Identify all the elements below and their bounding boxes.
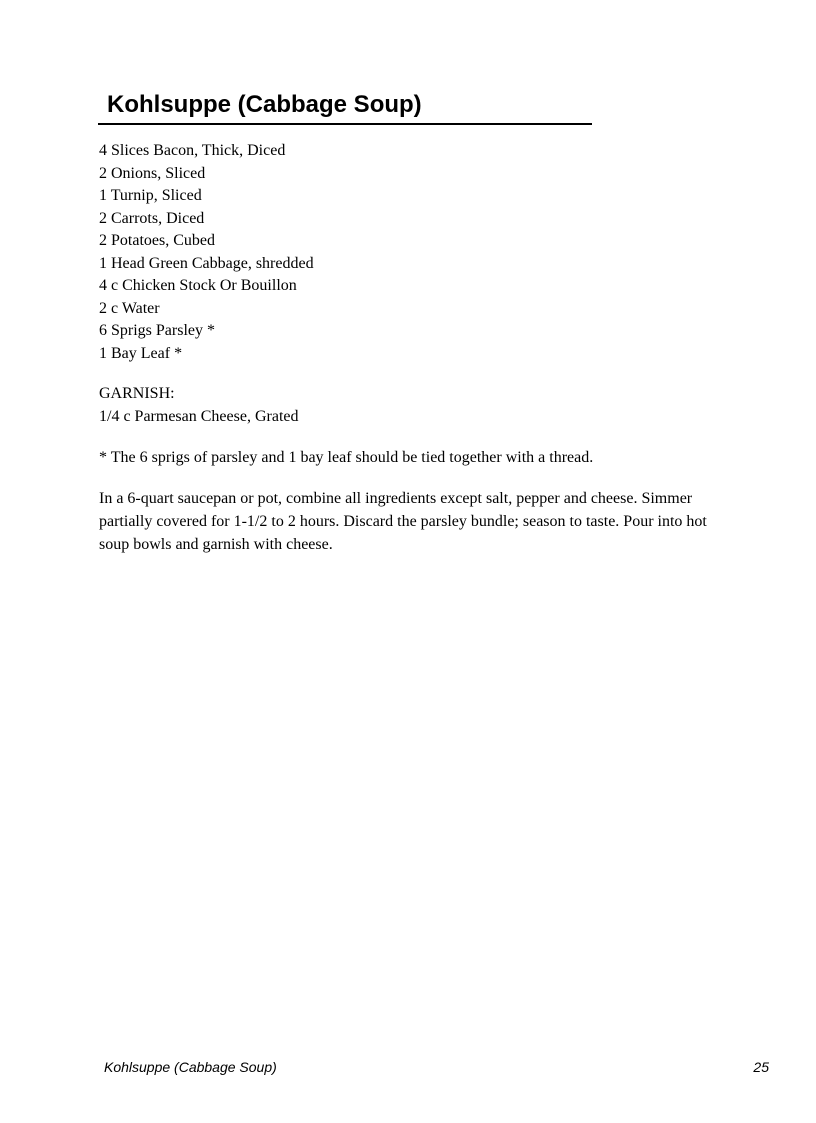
recipe-note: * The 6 sprigs of parsley and 1 bay leaf should be tied together with a thread. [99,449,594,466]
ingredient-item: 4 Slices Bacon, Thick, Diced [99,142,286,159]
ingredient-item: 2 Carrots, Diced [99,209,205,227]
ingredient-item: 1 Head Green Cabbage, shredded [99,254,314,272]
ingredient-item: 6 Sprigs Parsley * [99,322,215,339]
ingredient-item: 1 Bay Leaf * [99,344,183,362]
ingredient-item: 1 Turnip, Sliced [99,187,202,204]
footer-title: Kohlsuppe (Cabbage Soup) [104,1059,277,1075]
recipe-instructions: In a 6-quart saucepan or pot, combine all ingredients except salt, pepper and cheese. Simmer partially covered for 1-1/2 to 2 hours. Discard the parsley bundle; season to taste. Pour into hot soup bowls and garnish with cheese. [99,490,707,553]
garnish-heading: GARNISH: [99,385,175,402]
ingredient-list [99,140,314,365]
garnish-section [99,383,298,428]
page-number: 25 [753,1059,769,1075]
title-underline [98,123,592,125]
recipe-title: Kohlsuppe (Cabbage Soup) [107,91,422,118]
garnish-item: 1/4 c Parmesan Cheese, Grated [99,407,299,425]
ingredient-item: 2 c Water [99,299,160,317]
ingredient-item: 4 c Chicken Stock Or Bouillon [99,277,297,294]
ingredient-item: 2 Potatoes, Cubed [99,232,215,249]
ingredient-item: 2 Onions, Sliced [99,164,206,182]
